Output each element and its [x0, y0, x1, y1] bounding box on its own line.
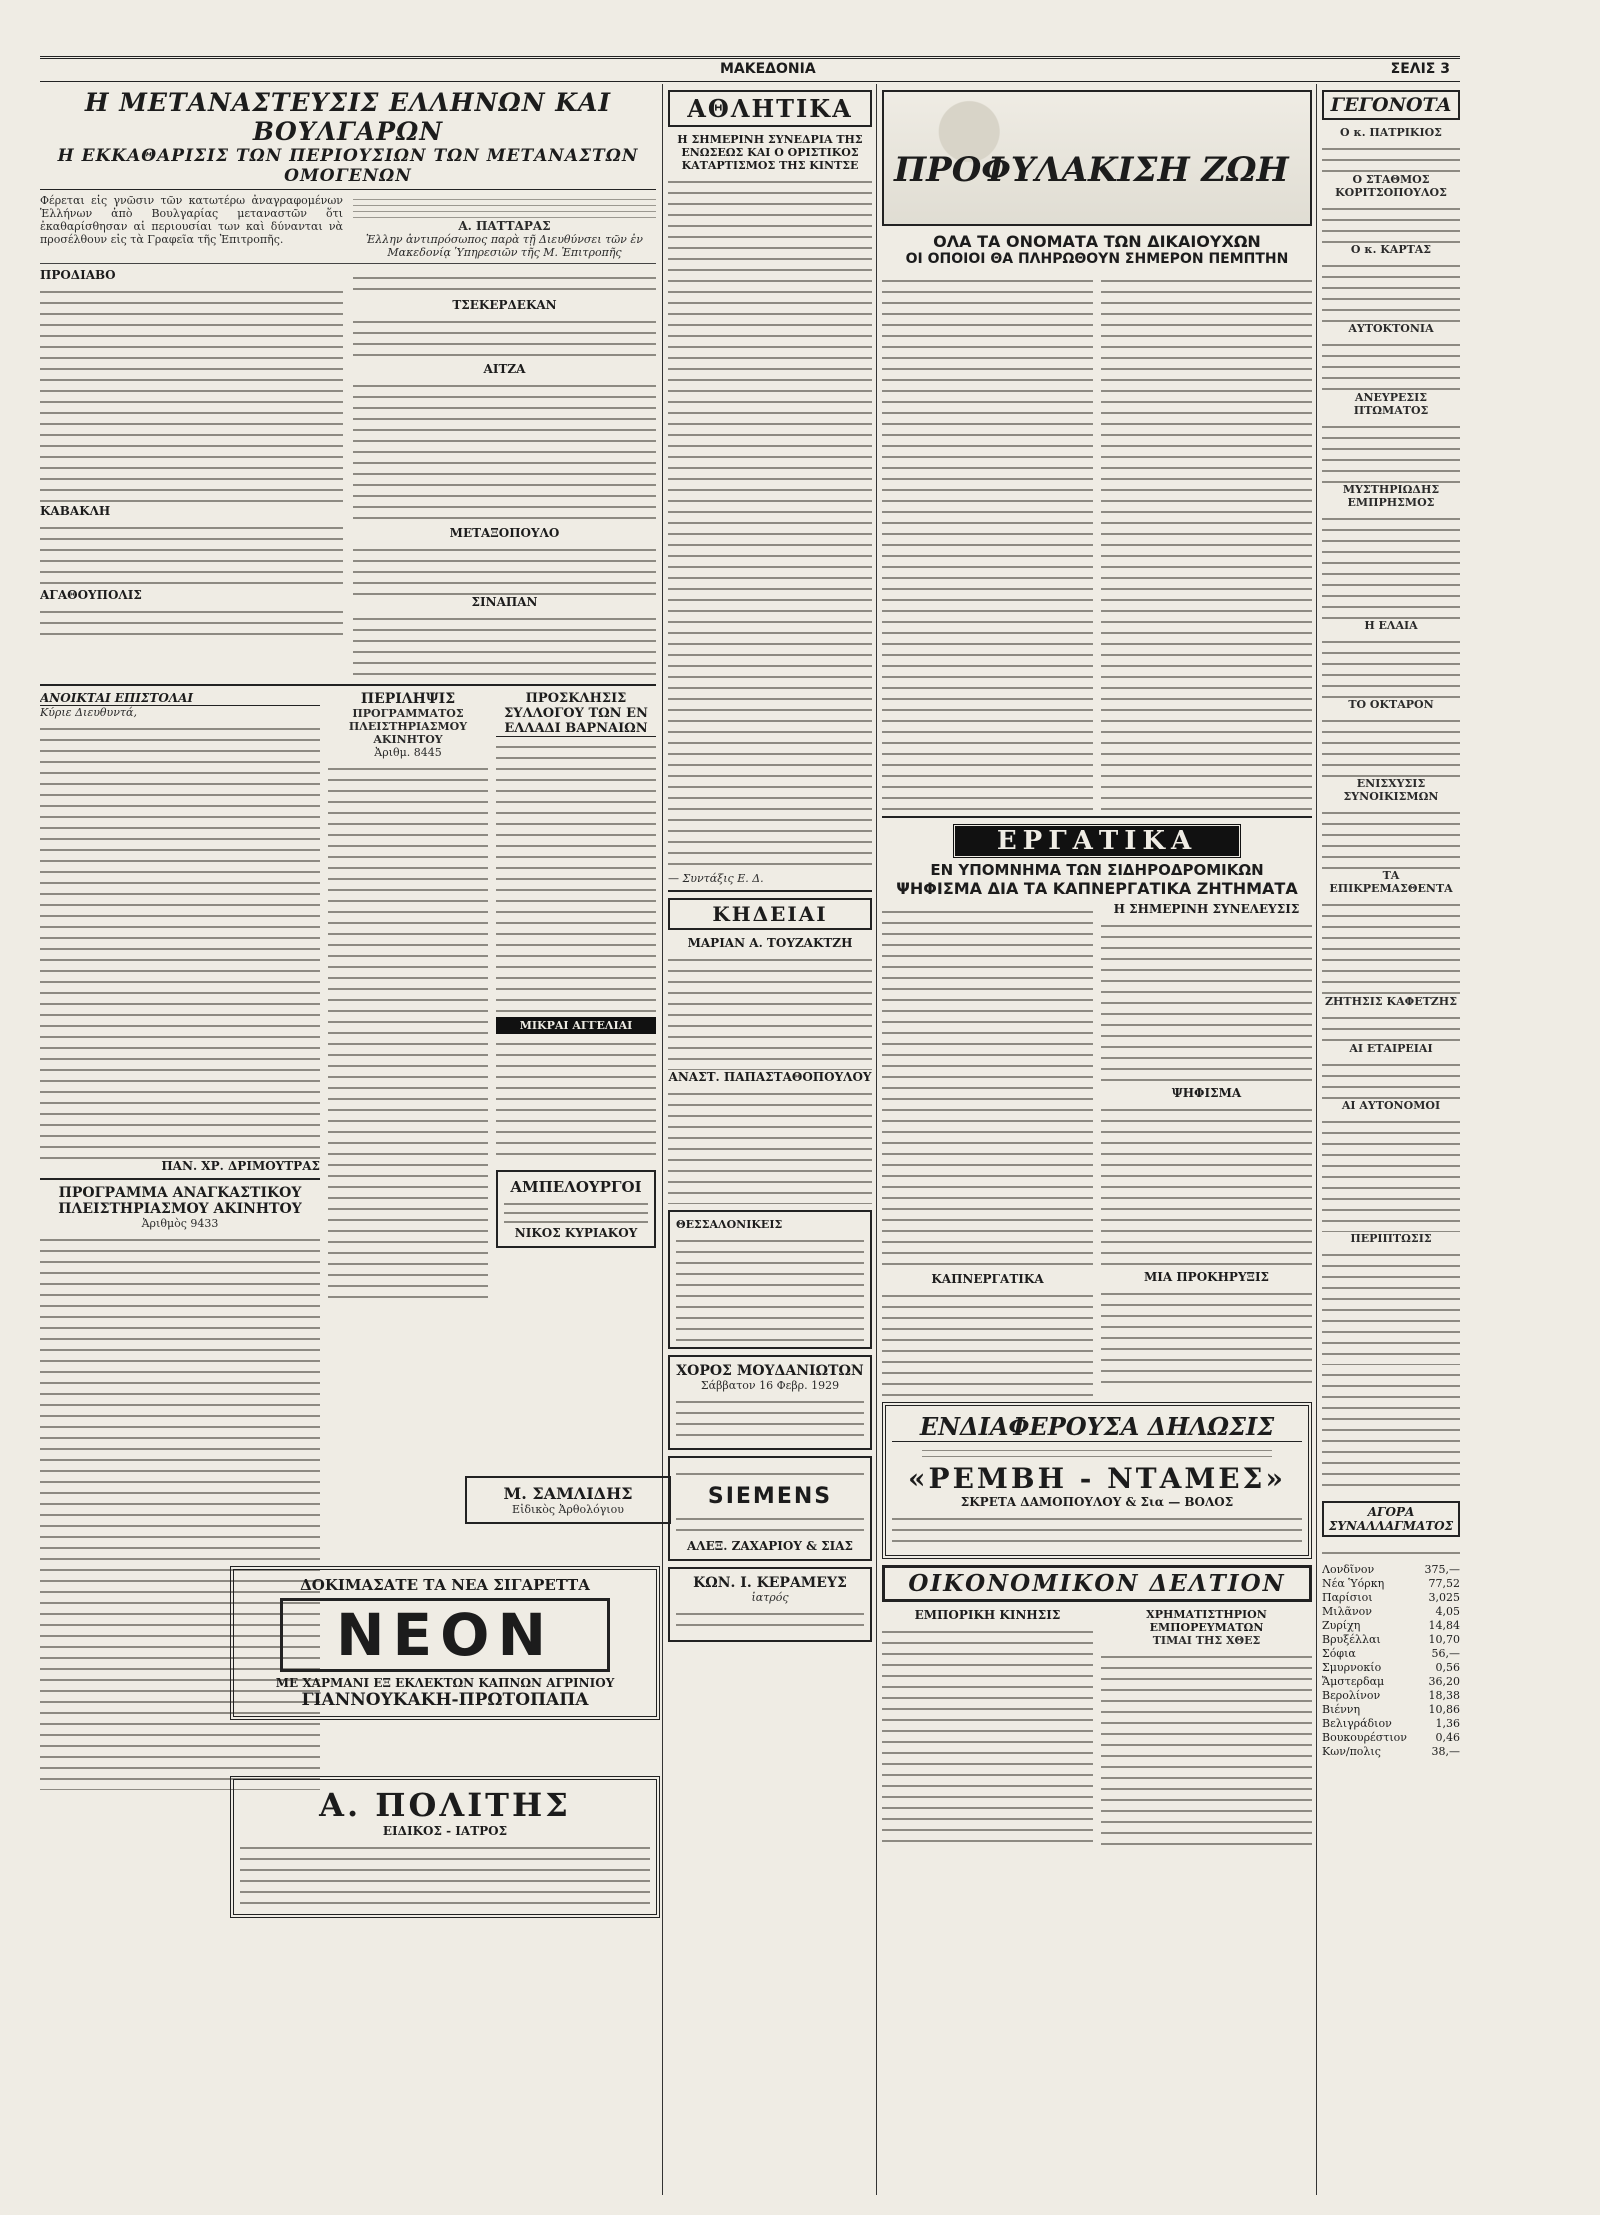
- event-item: ΑΙ ΕΤΑΙΡΕΙΑΙ: [1349, 1042, 1433, 1055]
- letters-signature: ΠΑΝ. ΧΡ. ΔΡΙΜΟΥΤΡΑΣ: [161, 1159, 320, 1173]
- fx-currency: Μιλᾶνον: [1322, 1605, 1372, 1618]
- fx-currency: Βελιγράδιον: [1322, 1717, 1392, 1730]
- names-list: [353, 268, 656, 298]
- vinegrowers-title: ΑΜΠΕΛΟΥΡΓΟΙ: [510, 1178, 642, 1196]
- fx-rate: 10,70: [1428, 1633, 1460, 1646]
- column-rule: [1316, 84, 1317, 2195]
- town-heading: ΠΡΟΔΙΑΒΟ: [40, 268, 116, 282]
- fx-rate: 18,38: [1428, 1689, 1460, 1702]
- summary-heading: ΠΕΡΙΛΗΨΙΣ: [360, 691, 456, 707]
- finance-heading: ΟΙΚΟΝΟΜΙΚΟΝ ΔΕΛΤΙΟΝ: [908, 1570, 1286, 1597]
- town-heading: ΤΣΕΚΕΡΔΕΚΑΝ: [452, 298, 557, 312]
- letters-salutation: Κύριε Διευθυντά,: [40, 706, 137, 719]
- fx-row: [1322, 1731, 1460, 1745]
- invitation-text: [496, 737, 656, 1017]
- names-list: [40, 282, 343, 504]
- center-section: [882, 84, 1312, 2195]
- fx-rate: 14,84: [1428, 1619, 1460, 1632]
- names-list: [353, 376, 656, 526]
- auction-number: Ἀριθμὸς 9433: [141, 1217, 219, 1230]
- signature-note: Ἑλλην ἀντιπρόσωπος παρὰ τῇ Διευθύνσει τῶν ἐν Μακεδονίᾳ Ὑπηρεσιῶν τῆς Μ. Ἐπιτροπῆς: [366, 233, 643, 259]
- illustrated-banner: [882, 90, 1312, 226]
- fx-row: [1322, 1661, 1460, 1675]
- fx-rate: 77,52: [1428, 1577, 1460, 1590]
- samlidis-ad: [465, 1476, 671, 1524]
- fx-rate: 38,—: [1431, 1745, 1460, 1758]
- doctor-title: ΕΙΔΙΚΟΣ - ΙΑΤΡΟΣ: [382, 1824, 508, 1838]
- fx-row: [1322, 1647, 1460, 1661]
- labor-heading: ΕΡΓΑΤΙΚΑ: [952, 823, 1242, 859]
- fx-currency: Ζυρίχη: [1322, 1619, 1361, 1632]
- fx-row: [1322, 1563, 1460, 1577]
- town-heading: ΜΕΤΑΞΟΠΟΥΛΟ: [449, 526, 560, 540]
- declaration-ad: [882, 1402, 1312, 1559]
- fx-row: [1322, 1675, 1460, 1689]
- fx-currency: Νέα Ὑόρκη: [1322, 1577, 1385, 1590]
- letters-text: [40, 719, 320, 1159]
- dance-date: Σάββατον 16 Φεβρ. 1929: [700, 1379, 840, 1392]
- beneficiaries-subtitle: ΟΙ ΟΠΟΙΟΙ ΘΑ ΠΛΗΡΩΘΟΥΝ ΣΗΜΕΡΟΝ ΠΕΜΠΤΗΝ: [905, 251, 1289, 267]
- market-heading: ΕΜΠΟΡΙΚΗ ΚΙΝΗΣΙΣ: [914, 1608, 1061, 1622]
- fx-rate: 1,36: [1435, 1717, 1460, 1730]
- summary-number: Ἀριθμ. 8445: [374, 746, 442, 759]
- fx-row: [1322, 1703, 1460, 1717]
- funeral-name: ΑΝΑΣΤ. ΠΑΠΑΣΤΑΘΟΠΟΥΛΟΥ: [668, 1070, 872, 1084]
- event-item: ΜΥΣΤΗΡΙΩΔΗΣ ΕΜΠΡΗΣΜΟΣ: [1342, 483, 1440, 509]
- page-number: ΣΕΛΙΣ 3: [1390, 61, 1450, 77]
- exchange-heading: ΧΡΗΜΑΤΙΣΤΗΡΙΟΝ ΕΜΠΟΡΕΥΜΑΤΩΝ: [1146, 1608, 1267, 1634]
- sports-text: [668, 172, 872, 872]
- vinegrowers-name: ΝΙΚΟΣ ΚΥΡΙΑΚΟΥ: [514, 1226, 638, 1240]
- fx-rate: 4,05: [1435, 1605, 1460, 1618]
- names-list: [353, 312, 656, 362]
- fx-rate: 10,86: [1428, 1703, 1460, 1716]
- fx-currency: Παρίσιοι: [1322, 1591, 1373, 1604]
- doctor-name: Α. ΠΟΛΙΤΗΣ: [319, 1786, 571, 1824]
- subheadline: Η ΕΚΚΑΘΑΡΙΣΙΣ ΤΩΝ ΠΕΡΙΟΥΣΙΩΝ ΤΩΝ ΜΕΤΑΝΑΣΤΩΝ ΟΜΟΓΕΝΩΝ: [40, 146, 656, 190]
- fx-currency: Βρυξέλλαι: [1322, 1633, 1381, 1646]
- names-list: [353, 540, 656, 595]
- doctor-keramefs-title: ἰατρός: [751, 1591, 789, 1604]
- siemens-agent: ΑΛΕΞ. ΖΑΧΑΡΙΟΥ & ΣΙΑΣ: [687, 1539, 853, 1553]
- fx-row: [1322, 1689, 1460, 1703]
- event-item: Η ΕΛΑΙΑ: [1364, 619, 1418, 632]
- vinegrowers-ad: [496, 1170, 656, 1248]
- cigarette-blend: ΜΕ ΧΑΡΜΑΝΙ ΕΞ ΕΚΛΕΚΤΩΝ ΚΑΠΝΩΝ ΑΓΡΙΝΙΟΥ: [275, 1676, 615, 1690]
- auction-heading: ΠΡΟΓΡΑΜΜΑ ΑΝΑΓΚΑΣΤΙΚΟΥ ΠΛΕΙΣΤΗΡΙΑΣΜΟΥ ΑΚΙΝΗΤΟΥ: [58, 1185, 302, 1217]
- event-item: ΠΕΡΙΠΤΩΣΙΣ: [1350, 1232, 1432, 1245]
- headline: Η ΜΕΤΑΝΑΣΤΕΥΣΙΣ ΕΛΛΗΝΩΝ ΚΑΙ ΒΟΥΛΓΑΡΩΝ: [84, 88, 612, 146]
- invitation-heading: ΠΡΟΣΚΛΗΣΙΣ ΣΥΛΛΟΓΟΥ ΤΩΝ ΕΝ ΕΛΛΑΔΙ ΒΑΡΝΑΙΩΝ: [496, 691, 656, 737]
- fx-currency: Λονδῖνον: [1322, 1563, 1375, 1576]
- samlidis-name: Μ. ΣΑΜΛΙΔΗΣ: [503, 1484, 633, 1503]
- cigarette-ad: [230, 1560, 660, 1726]
- siemens-brand: SIEMENS: [707, 1484, 833, 1509]
- event-item: ΖΗΤΗΣΙΣ ΚΑΦΕΤΖΗΣ: [1325, 995, 1457, 1008]
- fx-rate: 375,—: [1424, 1563, 1460, 1576]
- events-column: [1322, 84, 1460, 2195]
- letters-heading: ΑΝΟΙΚΤΑΙ ΕΠΙΣΤΟΛΑΙ: [40, 691, 320, 706]
- column-rule: [876, 84, 877, 2195]
- funerals-heading: ΚΗΔΕΙΑΙ: [712, 902, 828, 926]
- fx-currency: Σόφια: [1322, 1647, 1356, 1660]
- fx-table: [1322, 1563, 1460, 1759]
- fx-currency: Βουκουρέστιον: [1322, 1731, 1407, 1744]
- fx-row: [1322, 1591, 1460, 1605]
- event-item: ΕΝΙΣΧΥΣΙΣ ΣΥΝΟΙΚΙΣΜΩΝ: [1343, 777, 1439, 803]
- sports-subheading: Η ΣΗΜΕΡΙΝΗ ΣΥΝΕΔΡΙΑ ΤΗΣ ΕΝΩΣΕΩΣ ΚΑΙ Ο ΟΡΙΣΤΙΚΟΣ ΚΑΤΑΡΤΙΣΜΟΣ ΤΗΣ ΚΙΝΤΣΕ: [677, 133, 863, 172]
- banner-title: ΠΡΟΦΥΛΑΚΙΣΗ ΖΩΗ: [894, 150, 1289, 190]
- fx-rate: 36,20: [1428, 1675, 1460, 1688]
- town-heading: ΚΑΒΑΚΛΗ: [40, 504, 111, 518]
- event-item: Ο κ. ΚΑΡΤΑΣ: [1350, 243, 1432, 256]
- masthead-title: ΜΑΚΕΔΟΝΙΑ: [720, 61, 816, 77]
- fx-currency: Σμυρνοκίο: [1322, 1661, 1382, 1674]
- declaration-company: ΣΚΡΕΤΑ ΔΑΜΟΠΟΥΛΟΥ & Σια — ΒΟΛΟΣ: [960, 1495, 1234, 1509]
- fx-heading: ΑΓΟΡΑ ΣΥΝΑΛΛΑΓΜΑΤΟΣ: [1328, 1505, 1454, 1533]
- fx-row: [1322, 1745, 1460, 1759]
- intro-text: Φέρεται εἰς γνῶσιν τῶν κατωτέρω ἀναγραφομένων Ἑλλήνων ἀπὸ Βουλγαρίας μεταναστῶν ὅτι ἐκαθαρίσθησαν αἱ περιουσίαι των καὶ δύνανται νὰ προσέλθουν εἰς τὰ Γραφεῖα τῆς Ἐπιτροπῆς.: [40, 194, 343, 246]
- classifieds-text: [496, 1034, 656, 1164]
- doctor-keramefs: ΚΩΝ. Ι. ΚΕΡΑΜΕΥΣ: [693, 1575, 847, 1591]
- exchange-subheading: ΤΙΜΑΙ ΤΗΣ ΧΘΕΣ: [1152, 1634, 1261, 1647]
- fx-rate: 0,56: [1435, 1661, 1460, 1674]
- declaration-brand: «ΡΕΜΒΗ - ΝΤΑΜΕΣ»: [908, 1462, 1286, 1495]
- fx-currency: Ἄμστερδαμ: [1322, 1675, 1385, 1688]
- sports-column: [668, 84, 872, 2195]
- names-list: [40, 518, 343, 588]
- fx-row: [1322, 1717, 1460, 1731]
- names-list: [40, 602, 343, 642]
- event-item: Ο ΣΤΑΘΜΟΣ ΚΟΡΙΤΣΟΠΟΥΛΟΣ: [1335, 173, 1447, 199]
- beneficiaries-title: ΟΛΑ ΤΑ ΟΝΟΜΑΤΑ ΤΩΝ ΔΙΚΑΙΟΥΧΩΝ: [933, 232, 1261, 251]
- event-item: ΑΝΕΥΡΕΣΙΣ ΠΤΩΜΑΤΟΣ: [1353, 391, 1429, 417]
- fx-currency: Βιέννη: [1322, 1703, 1361, 1716]
- meeting-heading: Η ΣΗΜΕΡΙΝΗ ΣΥΝΕΛΕΥΣΙΣ: [1113, 902, 1300, 916]
- samlidis-subtitle: Εἰδικὸς Ἀρθολόγιου: [512, 1503, 624, 1516]
- doctor-ad: [230, 1770, 660, 1924]
- masthead: [40, 56, 1460, 82]
- town-heading: ΑΓΑΘΟΥΠΟΛΙΣ: [40, 588, 142, 602]
- fx-row: [1322, 1577, 1460, 1591]
- fx-row: [1322, 1605, 1460, 1619]
- fx-rate: 0,46: [1435, 1731, 1460, 1744]
- names-list: [353, 609, 656, 679]
- proclamation-heading: ΜΙΑ ΠΡΟΚΗΡΥΞΙΣ: [1143, 1270, 1270, 1284]
- summary-text: [328, 759, 488, 1299]
- event-item: ΤΟ ΟΚΤΑΡΟΝ: [1348, 698, 1434, 711]
- fx-rate: 56,—: [1431, 1647, 1460, 1660]
- event-item: ΑΥΤΟΚΤΟΝΙΑ: [1348, 322, 1434, 335]
- fx-row: [1322, 1633, 1460, 1647]
- summary-subheading: ΠΡΟΓΡΑΜΜΑΤΟΣ ΠΛΕΙΣΤΗΡΙΑΣΜΟΥ ΑΚΙΝΗΤΟΥ: [348, 707, 468, 746]
- labor-subtitle-2: ΨΗΦΙΣΜΑ ΔΙΑ ΤΑ ΚΑΠΝΕΡΓΑΤΙΚΑ ΖΗΤΗΜΑΤΑ: [896, 879, 1298, 898]
- tobacco-heading: ΚΑΠΝΕΡΓΑΤΙΚΑ: [931, 1272, 1044, 1286]
- fx-currency: Βερολίνον: [1322, 1689, 1381, 1702]
- event-item: Ο κ. ΠΑΤΡΙΚΙΟΣ: [1340, 126, 1442, 139]
- declaration-title: ΕΝΔΙΑΦΕΡΟΥΣΑ ΔΗΛΩΣΙΣ: [892, 1412, 1302, 1442]
- thessaloniki-heading: ΘΕΣΣΑΛΟΝΙΚΕΙΣ: [676, 1218, 783, 1231]
- labor-subtitle: ΕΝ ΥΠΟΜΝΗΜΑ ΤΩΝ ΣΙΔΗΡΟΔΡΟΜΙΚΩΝ: [930, 861, 1264, 879]
- resolution-heading: ΨΗΦΙΣΜΑ: [1171, 1086, 1242, 1100]
- event-item: ΤΑ ΕΠΙΚΡΕΜΑΣΘΕΝΤΑ: [1329, 869, 1453, 895]
- fx-row: [1322, 1619, 1460, 1633]
- town-heading: ΣΙΝΑΠΑΝ: [471, 595, 538, 609]
- column-rule: [662, 84, 663, 2195]
- text-block: [353, 194, 656, 220]
- fx-currency: Κων/πολις: [1322, 1745, 1381, 1758]
- signature: Α. ΠΑΤΤΑΡΑΣ: [458, 219, 551, 233]
- fx-rate: 3,025: [1428, 1591, 1460, 1604]
- cigarette-tagline: ΔΟΚΙΜΑΣΑΤΕ ΤΑ ΝΕΑ ΣΙΓΑΡΕΤΤΑ: [300, 1576, 590, 1594]
- town-heading: ΑΙΤΖΑ: [483, 362, 526, 376]
- sports-heading: ΑΘΛΗΤΙΚΑ: [687, 94, 853, 123]
- events-heading: ΓΕΓΟΝΟΤΑ: [1330, 94, 1452, 116]
- funeral-name: ΜΑΡΙΑΝ Α. ΤΟΥΖΑΚΤΖΗ: [687, 936, 853, 950]
- dance-heading: ΧΟΡΟΣ ΜΟΥΔΑΝΙΩΤΩΝ: [676, 1363, 864, 1379]
- sports-signature: — Συντάξις Ε. Δ.: [668, 872, 764, 885]
- cigarette-maker: ΓΙΑΝΝΟΥΚΑΚΗ-ΠΡΩΤΟΠΑΠΑ: [301, 1690, 589, 1710]
- cigarette-brand: ΝΕΟΝ: [280, 1598, 610, 1672]
- classifieds-heading: ΜΙΚΡΑΙ ΑΓΓΕΛΙΑΙ: [496, 1017, 656, 1034]
- event-item: ΑΙ ΑΥΤΟΝΟΜΟΙ: [1341, 1099, 1441, 1112]
